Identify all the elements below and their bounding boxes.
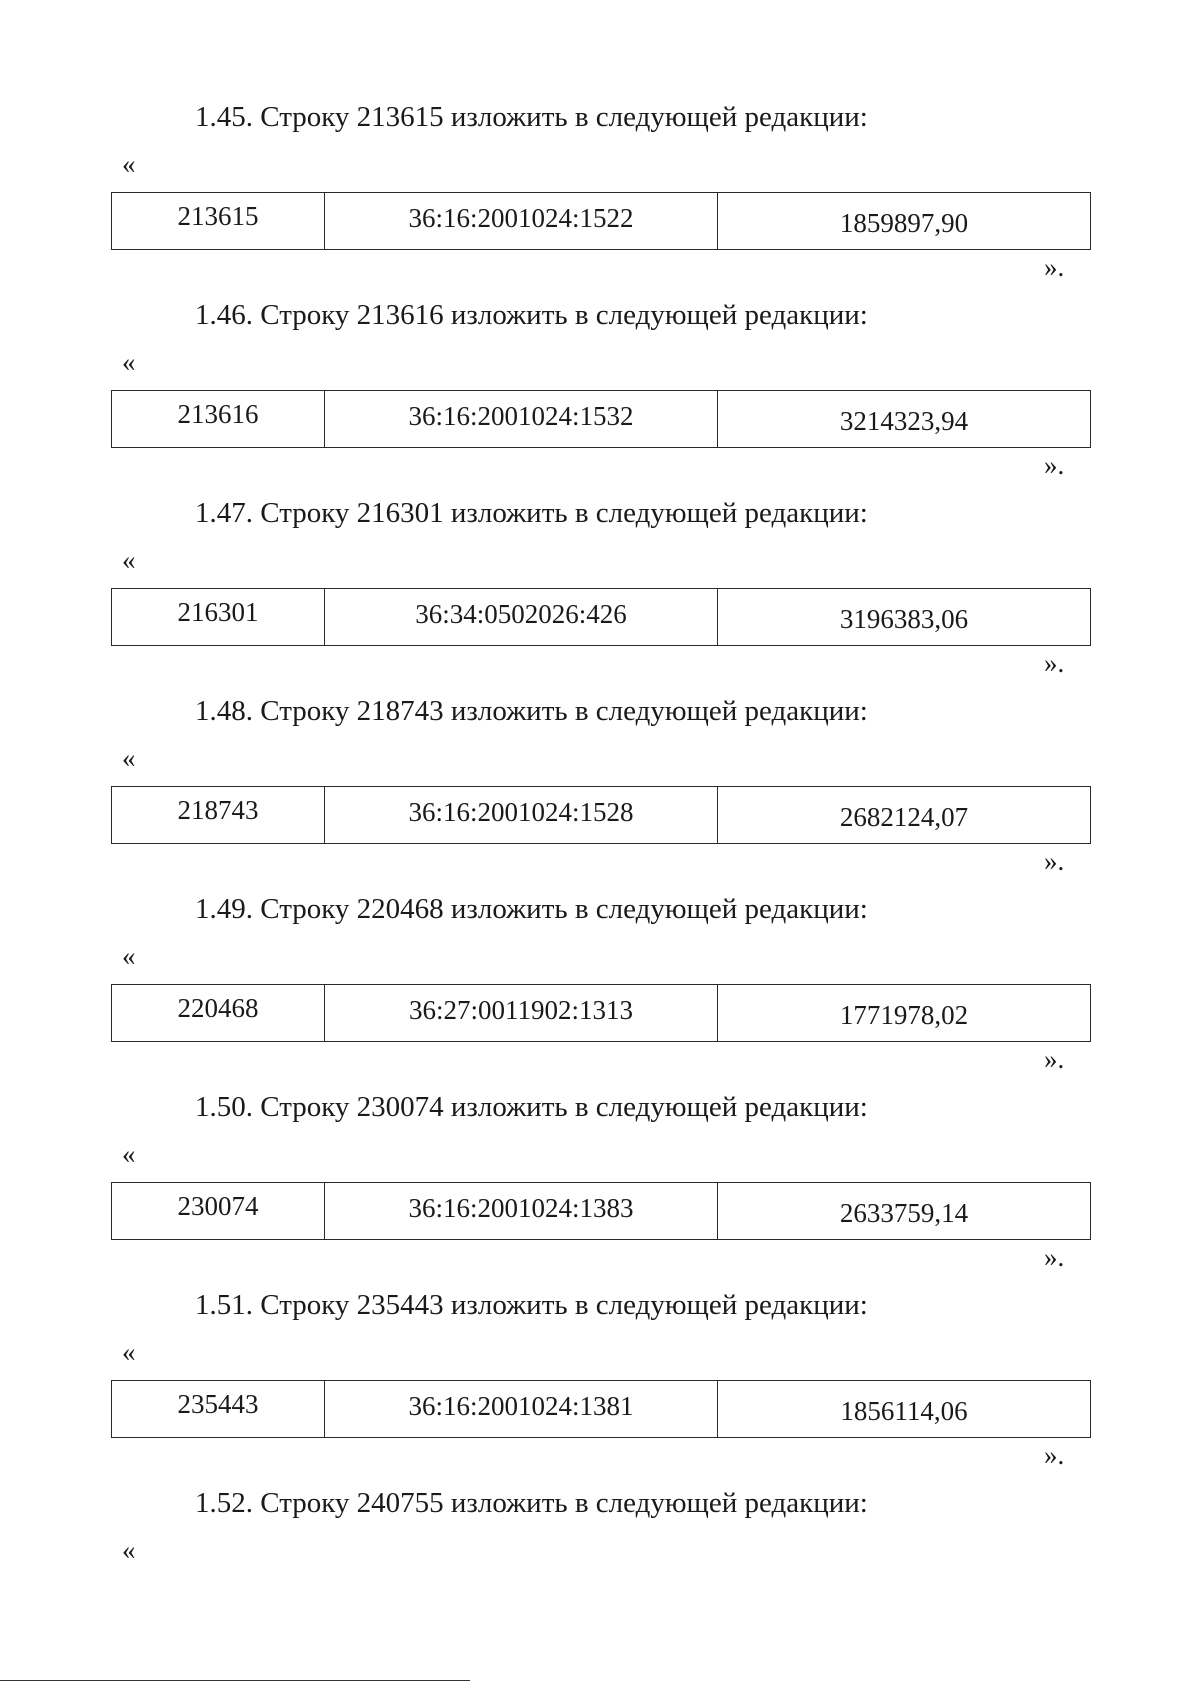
closing-quote: ». [1044,1044,1065,1074]
opening-quote: « [122,1337,136,1367]
row-table [111,786,1091,844]
value-cell: 2682124,07 [718,787,1091,844]
value-cell: 2633759,14 [718,1183,1091,1240]
row-table [111,1182,1091,1240]
table-row [112,589,1091,646]
amendment-paragraph: 1.48. Строку 218743 изложить в следующей редакции: [195,695,868,727]
amendment-item [0,495,1200,693]
value-cell: 1771978,02 [718,985,1091,1042]
cadastral-number-cell: 36:34:0502026:426 [325,589,718,646]
row-table [111,390,1091,448]
row-number-cell: 213615 [112,193,325,250]
closing-quote: ». [1044,648,1065,678]
amendment-item [0,1089,1200,1287]
row-number-cell: 235443 [112,1381,325,1438]
row-number-cell: 218743 [112,787,325,844]
table-row [112,1183,1091,1240]
amendment-paragraph: 1.47. Строку 216301 изложить в следующей редакции: [195,497,868,529]
amendment-paragraph: 1.45. Строку 213615 изложить в следующей редакции: [195,101,868,133]
value-cell: 3214323,94 [718,391,1091,448]
closing-quote: ». [1044,1242,1065,1272]
value-cell: 3196383,06 [718,589,1091,646]
opening-quote: « [122,1535,136,1565]
opening-quote: « [122,347,136,377]
table-row [112,787,1091,844]
closing-quote: ». [1044,252,1065,282]
cadastral-number-cell: 36:16:2001024:1532 [325,391,718,448]
row-number-cell: 213616 [112,391,325,448]
row-number-cell: 220468 [112,985,325,1042]
footnote-divider [0,1680,470,1681]
opening-quote: « [122,941,136,971]
opening-quote: « [122,1139,136,1169]
row-table [111,984,1091,1042]
amendment-item [0,693,1200,891]
opening-quote: « [122,545,136,575]
row-table [111,1380,1091,1438]
cadastral-number-cell: 36:27:0011902:1313 [325,985,718,1042]
cadastral-number-cell: 36:16:2001024:1522 [325,193,718,250]
row-number-cell: 216301 [112,589,325,646]
cadastral-number-cell: 36:16:2001024:1383 [325,1183,718,1240]
opening-quote: « [122,743,136,773]
table-row [112,985,1091,1042]
value-cell: 1859897,90 [718,193,1091,250]
value-cell: 1856114,06 [718,1381,1091,1438]
amendment-item [0,1485,1200,1683]
table-row [112,391,1091,448]
closing-quote: ». [1044,1440,1065,1470]
table-row [112,193,1091,250]
amendment-item [0,891,1200,1089]
row-number-cell: 230074 [112,1183,325,1240]
cadastral-number-cell: 36:16:2001024:1528 [325,787,718,844]
amendment-item [0,99,1200,297]
amendment-paragraph: 1.46. Строку 213616 изложить в следующей редакции: [195,299,868,331]
amendment-paragraph: 1.51. Строку 235443 изложить в следующей редакции: [195,1289,868,1321]
amendment-item [0,297,1200,495]
amendment-paragraph: 1.52. Строку 240755 изложить в следующей редакции: [195,1487,868,1519]
closing-quote: ». [1044,450,1065,480]
opening-quote: « [122,149,136,179]
amendment-item [0,1287,1200,1485]
amendment-paragraph: 1.49. Строку 220468 изложить в следующей редакции: [195,893,868,925]
cadastral-number-cell: 36:16:2001024:1381 [325,1381,718,1438]
closing-quote: ». [1044,846,1065,876]
row-table [111,192,1091,250]
row-table [111,588,1091,646]
table-row [112,1381,1091,1438]
amendment-paragraph: 1.50. Строку 230074 изложить в следующей редакции: [195,1091,868,1123]
